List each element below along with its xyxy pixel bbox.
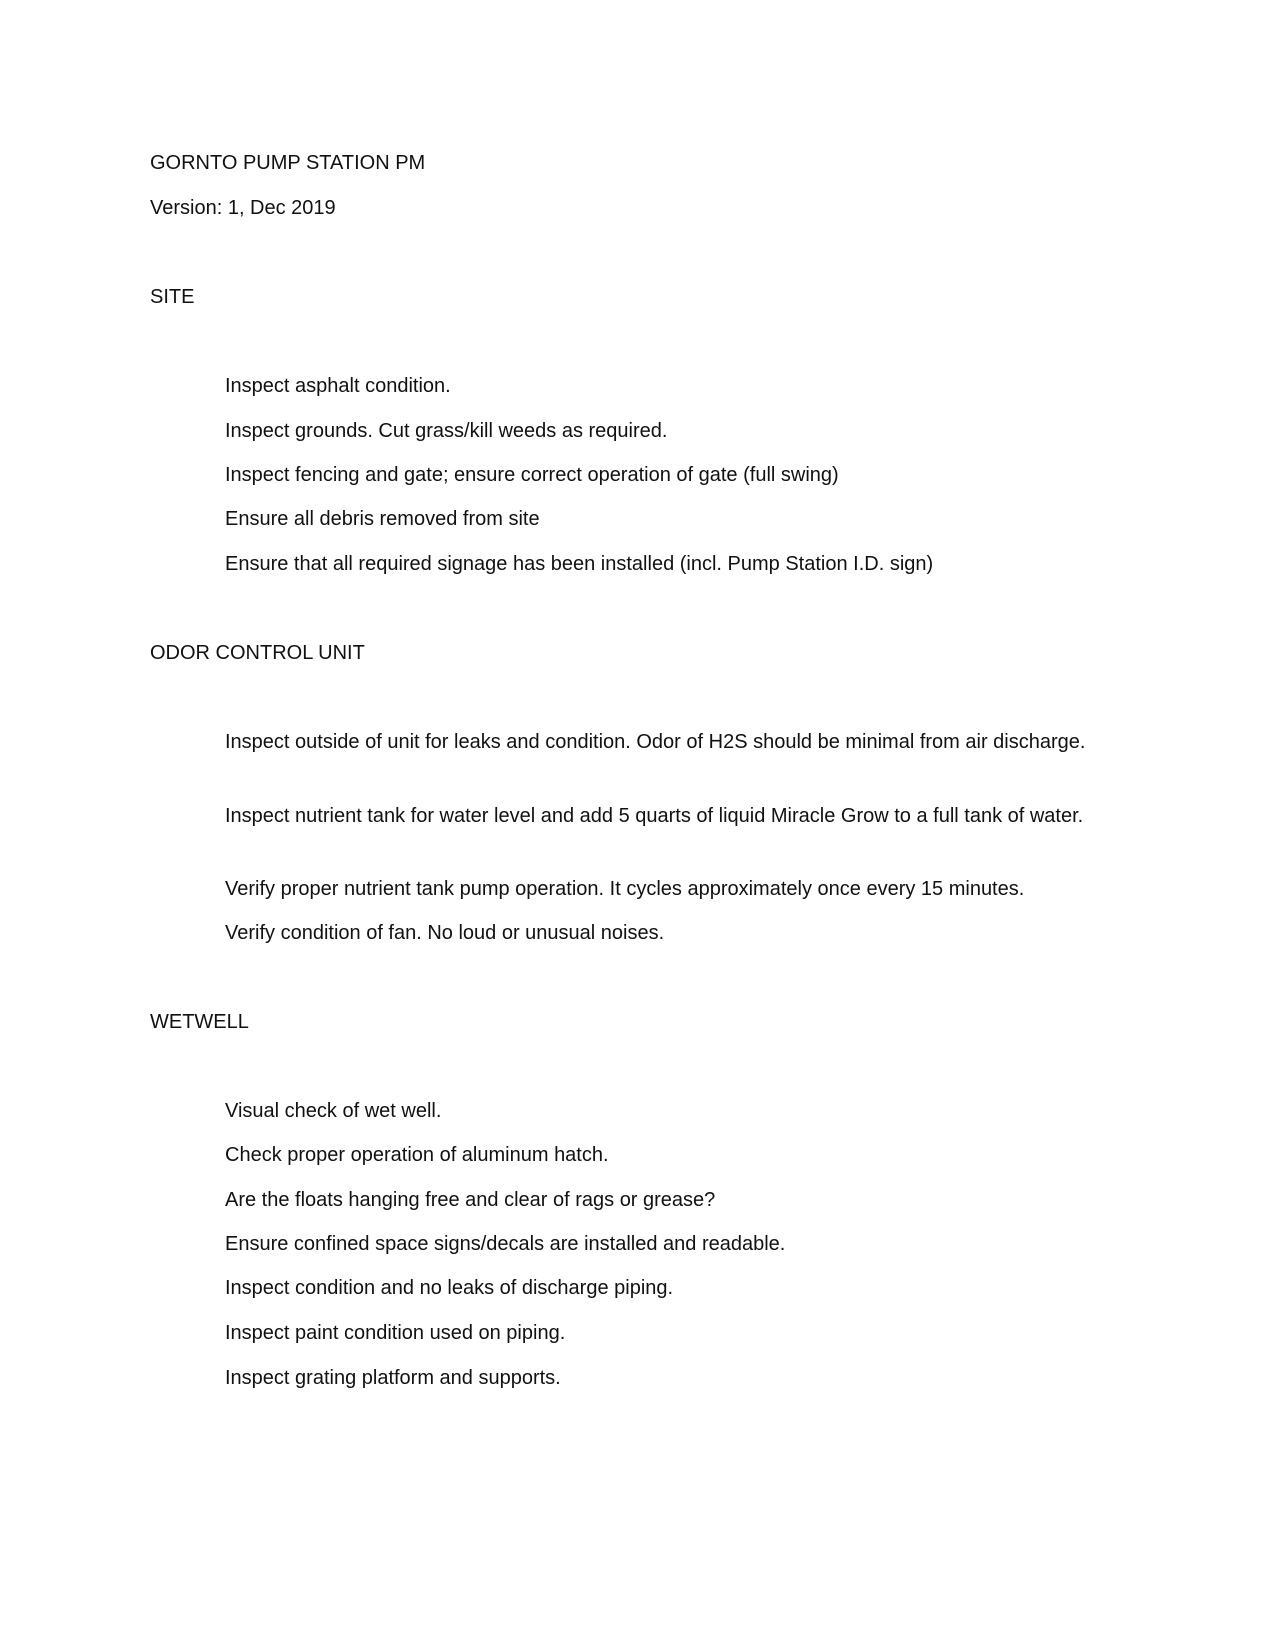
checklist-item: Ensure confined space signs/decals are installed and readable. bbox=[225, 1233, 786, 1255]
checklist-item: Are the floats hanging free and clear of rags or grease? bbox=[225, 1189, 716, 1211]
checklist-item: Inspect nutrient tank for water level and add 5 quarts of liquid Miracle Grow to a full tank of water. bbox=[225, 805, 1084, 827]
checklist-item: Verify condition of fan. No loud or unusual noises. bbox=[225, 922, 665, 944]
checklist-item: Ensure all debris removed from site bbox=[225, 508, 540, 530]
document-version: Version: 1, Dec 2019 bbox=[150, 197, 336, 219]
checklist-item: Inspect grating platform and supports. bbox=[225, 1367, 561, 1389]
section-heading-site: SITE bbox=[150, 286, 195, 308]
checklist-item: Inspect fencing and gate; ensure correct operation of gate (full swing) bbox=[225, 464, 839, 486]
checklist-item: Visual check of wet well. bbox=[225, 1100, 442, 1122]
section-heading-odor-control-unit: ODOR CONTROL UNIT bbox=[150, 642, 365, 664]
checklist-item: Inspect grounds. Cut grass/kill weeds as required. bbox=[225, 420, 668, 442]
checklist-item: Check proper operation of aluminum hatch. bbox=[225, 1144, 609, 1166]
section-heading-wetwell: WETWELL bbox=[150, 1011, 249, 1033]
checklist-item: Inspect outside of unit for leaks and condition. Odor of H2S should be minimal from air discharge. bbox=[225, 731, 1086, 753]
checklist-item: Verify proper nutrient tank pump operation. It cycles approximately once every 15 minutes. bbox=[225, 878, 1025, 900]
checklist-item: Inspect condition and no leaks of discharge piping. bbox=[225, 1277, 674, 1299]
document-title: GORNTO PUMP STATION PM bbox=[150, 152, 426, 174]
checklist-item: Inspect asphalt condition. bbox=[225, 375, 451, 397]
checklist-item: Inspect paint condition used on piping. bbox=[225, 1322, 566, 1344]
checklist-item: Ensure that all required signage has been installed (incl. Pump Station I.D. sign) bbox=[225, 553, 934, 575]
